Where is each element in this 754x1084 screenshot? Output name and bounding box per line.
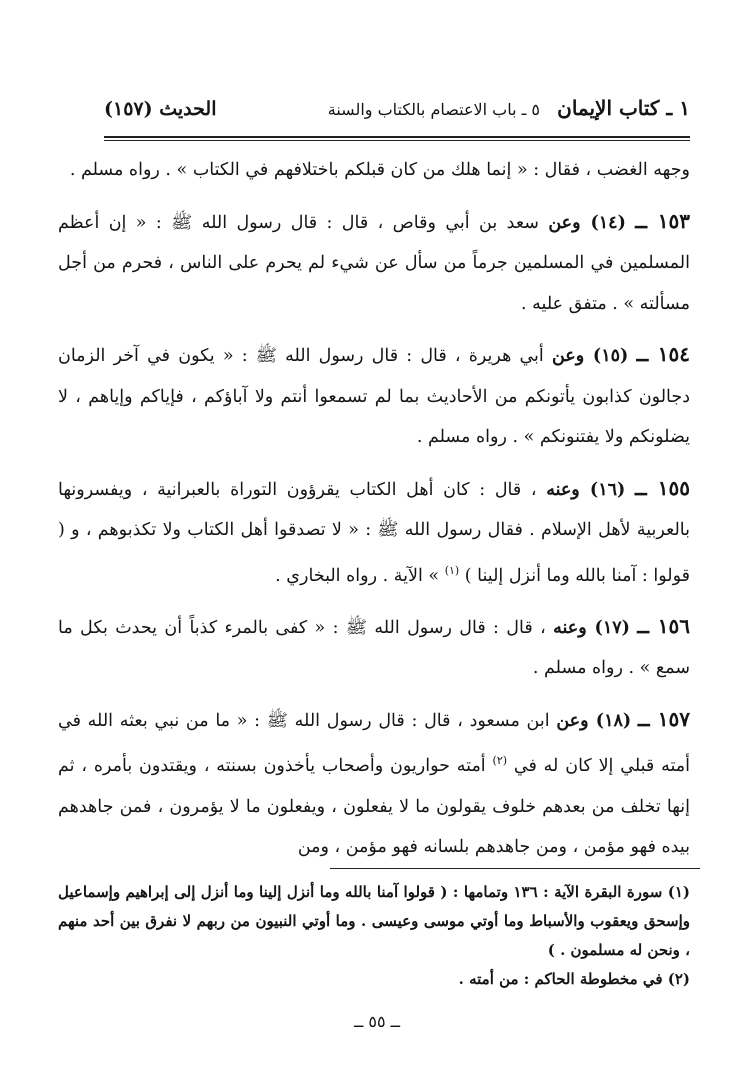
footnote-ref: (١) — [444, 563, 460, 577]
hadith-lead: (١٧) وعنه — [553, 617, 630, 638]
footnote-divider — [330, 868, 700, 869]
header-part-title: ١ ـ كتاب الإيمان — [557, 96, 690, 120]
footnotes — [58, 878, 690, 994]
footnote-2: (٢) في مخطوطة الحاكم : من أمته . — [458, 970, 690, 988]
main-text — [58, 150, 690, 868]
paragraph-text: وجهه الغضب ، فقال : « إنما هلك من كان قبلكم باختلافهم في الكتاب » . رواه مسلم . — [69, 160, 690, 180]
header-rule — [104, 136, 690, 138]
running-header — [104, 96, 690, 136]
hadith-text: سعد بن أبي وقاص ، قال : قال رسول الله ﷺ : « إن أعظم المسلمين في المسلمين جرماً من سأل عن شيء لم يحرم على الناس ، فحرم من أجل مسألته » . متفق عليه . — [58, 212, 690, 314]
footnote-ref: (٢) — [492, 754, 508, 768]
hadith-text-tail: أمته حواريون وأصحاب يأخذون بسنته ، ويقتدون بأمره ، ثم إنها تخلف من بعدهم خلوف يقولون ما لا يفعلون ، ويفعلون ما لا يؤمرون ، فمن جاهدهم بيده فهو مؤمن ، ومن جاهدهم بلسانه فهو مؤمن ، ومن — [58, 756, 690, 858]
hadith-text-tail: » الآية . رواه البخاري . — [275, 565, 440, 586]
hadith-155 — [58, 468, 690, 596]
hadith-text: أبي هريرة ، قال : قال رسول الله ﷺ : « يكون في آخر الزمان دجالون كذابون يأتونكم من الأحاديث بما لم تسمعوا أنتم ولا آباؤكم ، فإياكم وإياهم ، لا يضلونكم ولا يفتنونكم » . رواه مسلم . — [58, 346, 690, 447]
hadith-154 — [58, 334, 690, 458]
header-rule-thin — [104, 140, 690, 141]
hadith-text: ، قال : قال رسول الله ﷺ : « كفى بالمرء كذباً أن يحدث بكل ما سمع » . رواه مسلم . — [58, 617, 690, 679]
hadith-number: ١٥٥ ــ — [634, 475, 690, 500]
paragraph-continuation — [58, 150, 690, 191]
hadith-lead: (١٥) وعن — [551, 346, 629, 366]
header-hadith-range: الحديث (١٥٧) — [104, 98, 217, 120]
hadith-153 — [58, 201, 690, 325]
hadith-number: ١٥٦ ــ — [637, 613, 690, 638]
hadith-number: ١٥٤ ــ — [636, 342, 690, 366]
hadith-lead: (١٤) وعن — [548, 212, 626, 233]
hadith-text: ابن مسعود ، قال : قال رسول الله ﷺ : « ما من نبي بعثه الله في أمته قبلي إلا كان له في — [58, 710, 690, 777]
header-chapter-title: ٥ ـ باب الاعتصام بالكتاب والسنة — [327, 100, 540, 119]
footnote-1: (١) سورة البقرة الآية : ١٣٦ وتمامها : ( قولوا آمنا بالله وما أنزل إلينا وما أنزل إلى إبراهيم وإسماعيل وإسحق ويعقوب والأسباط وما أوتي موسى وعيسى . وما أوتي النبيون من ربهم لا نفرق بين أحد منهم ، ونحن له مسلمون . ) — [58, 883, 690, 959]
hadith-number: ١٥٣ ــ — [635, 208, 690, 233]
page-number: ــ ٥٥ ــ — [353, 1012, 401, 1031]
hadith-157 — [58, 699, 690, 868]
hadith-lead: (١٨) وعن — [556, 710, 632, 731]
hadith-lead: (١٦) وعنه — [546, 479, 626, 500]
hadith-number: ١٥٧ ــ — [637, 706, 690, 731]
hadith-text: ، قال : كان أهل الكتاب يقرؤون التوراة بالعبرانية ، ويفسرونها بالعربية لأهل الإسلام . فقال رسول الله ﷺ : « لا تصدقوا أهل الكتاب ولا تكذبوهم ، و ( قولوا : آمنا بالله وما أنزل إلينا ) — [58, 479, 690, 586]
hadith-156 — [58, 606, 690, 689]
